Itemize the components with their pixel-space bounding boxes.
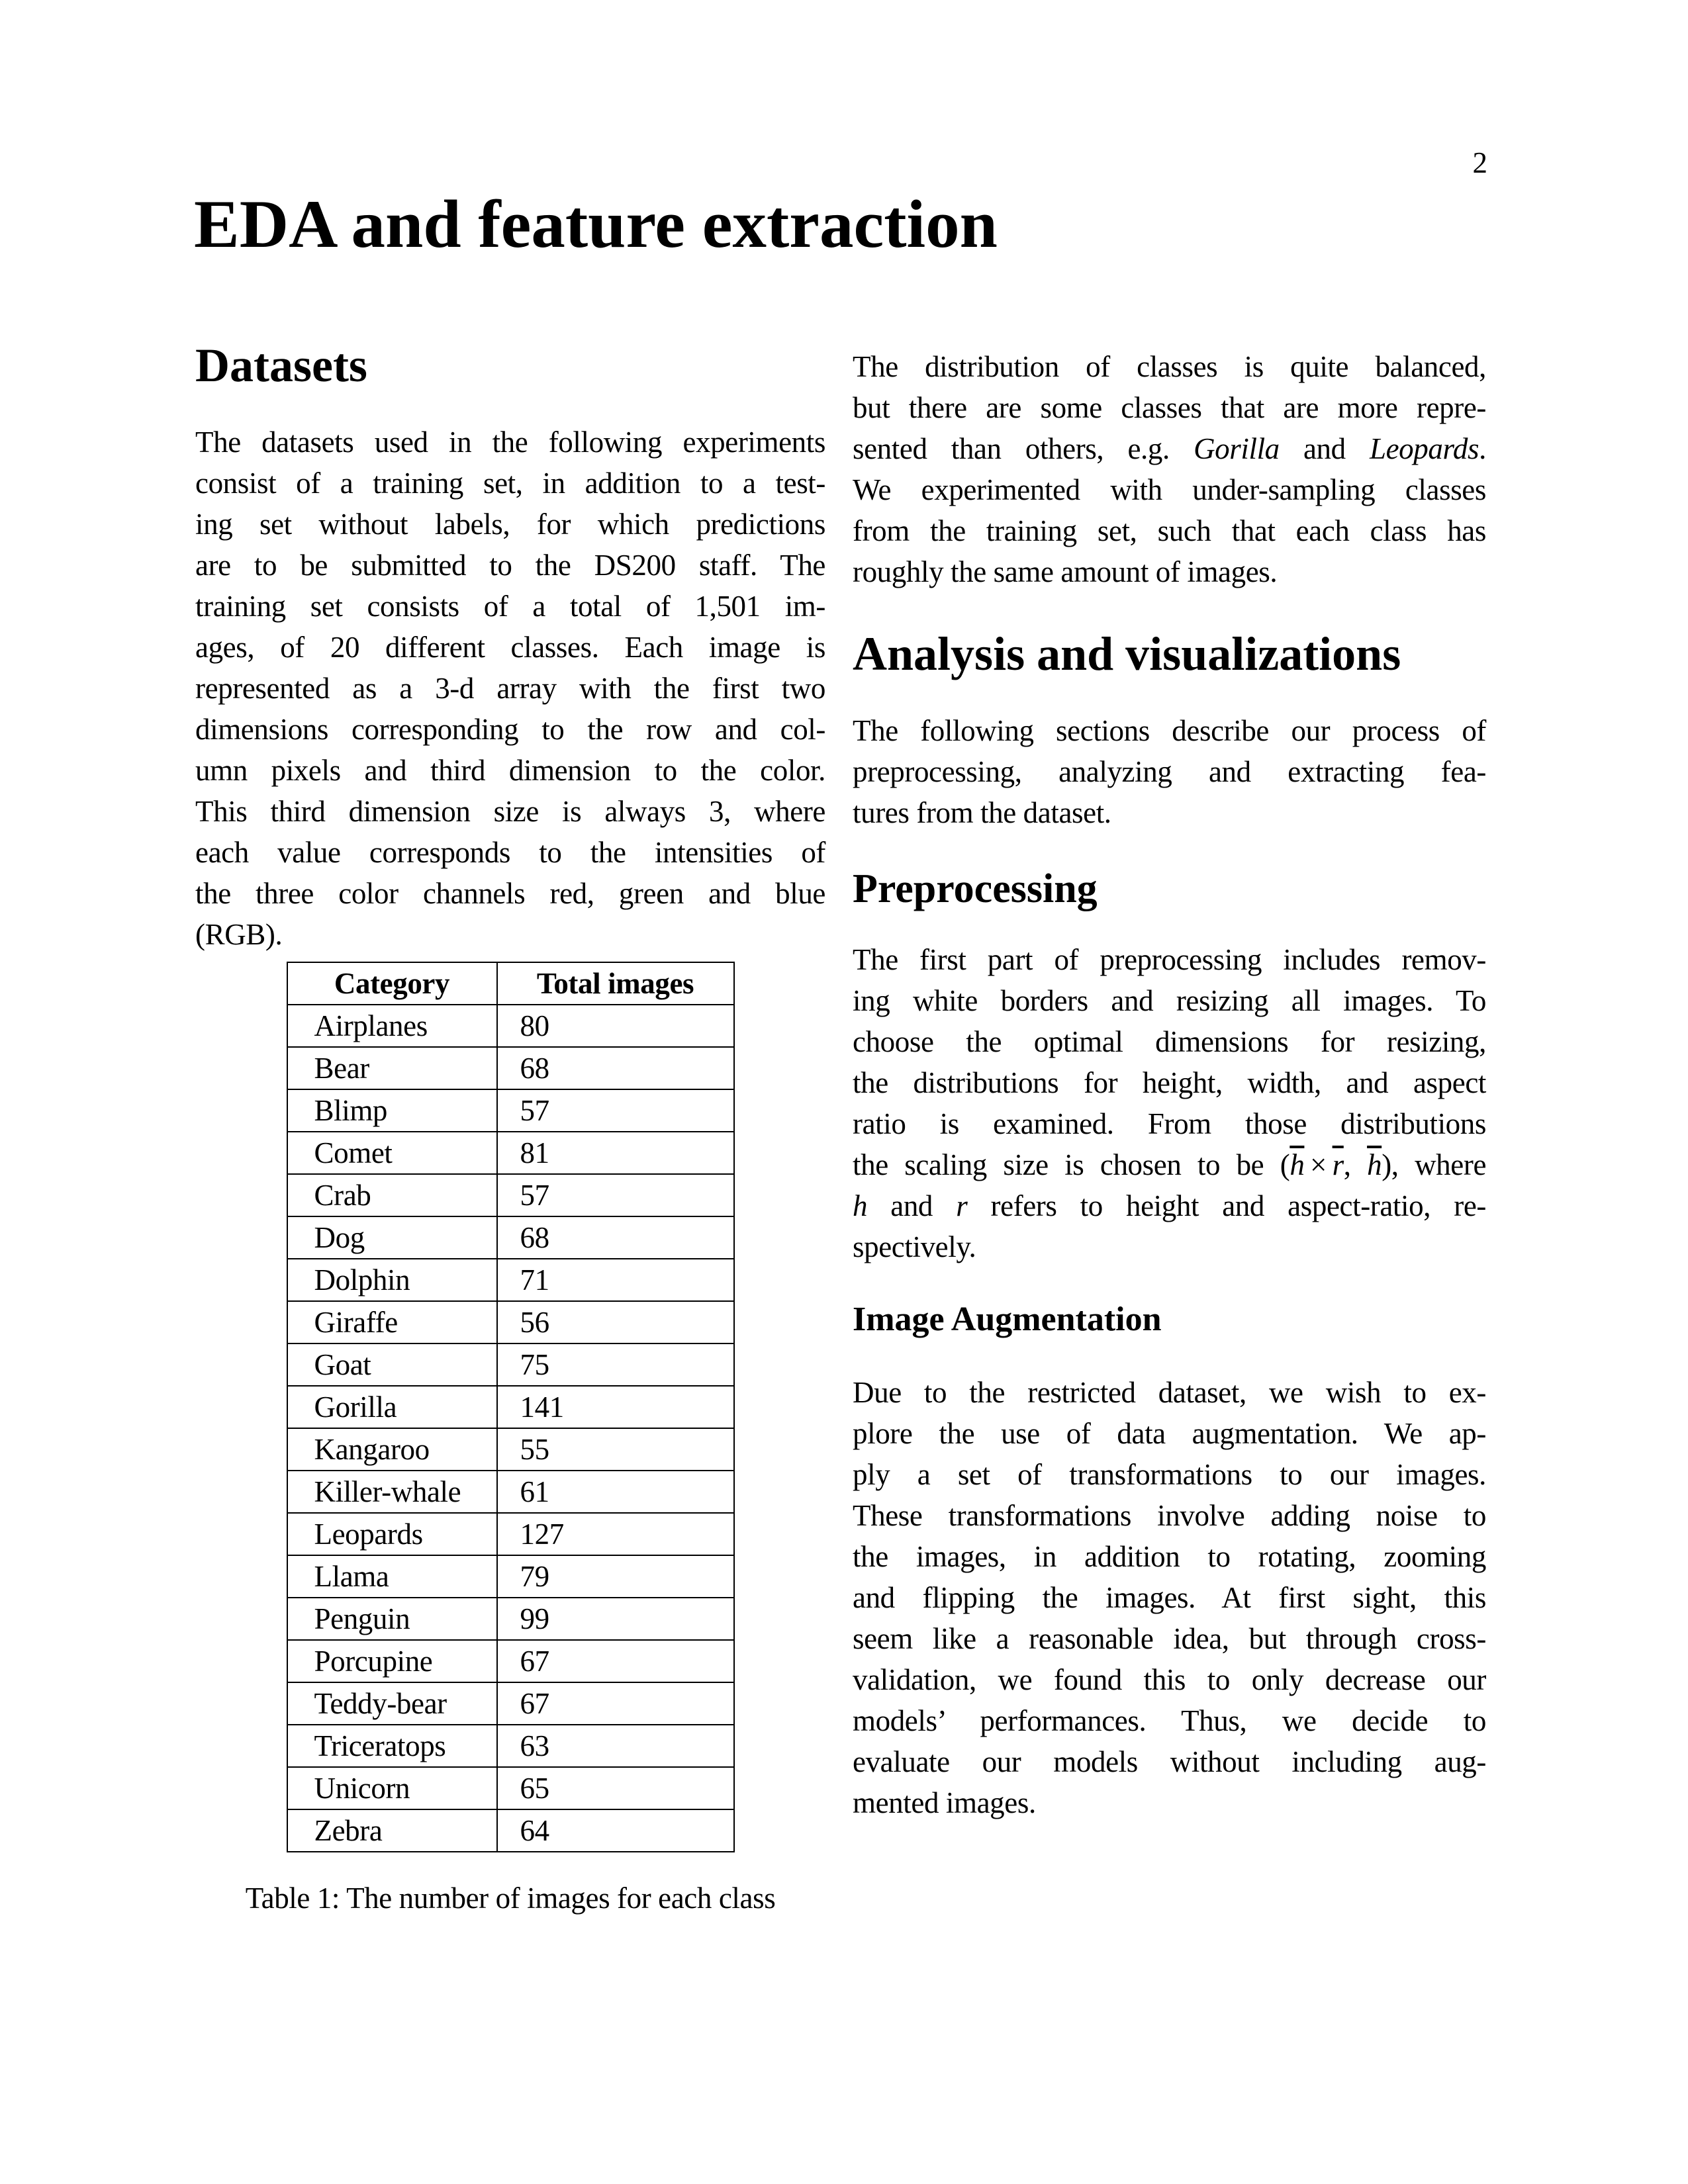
text-line: the distributions for height, width, and aspect [853,1066,1486,1099]
category-cell: Teddy-bear [287,1682,497,1725]
count-cell: 127 [497,1513,734,1555]
count-cell: 75 [497,1343,734,1386]
text-line: dimensions corresponding to the row and col- [195,713,825,746]
analysis-intro-paragraph [853,710,1486,833]
count-cell: 141 [497,1386,734,1428]
count-cell: 99 [497,1598,734,1640]
table-row [287,1216,734,1259]
text-line: consist of a training set, in addition to a test- [195,467,825,500]
page-number: 2 [1472,146,1487,179]
count-cell: 61 [497,1471,734,1513]
category-cell: Bear [287,1047,497,1089]
text-line: tures from the dataset. [853,796,1111,829]
table-row [287,1555,734,1598]
section-heading-datasets: Datasets [195,339,367,392]
table-header-cell: Category [287,962,497,1005]
text-line: seem like a reasonable idea, but through cross- [853,1622,1486,1655]
category-cell: Leopards [287,1513,497,1555]
text-line: validation, we found this to only decrease our [853,1663,1486,1696]
category-cell: Dolphin [287,1259,497,1301]
category-cell: Llama [287,1555,497,1598]
count-cell: 56 [497,1301,734,1343]
table-row [287,1640,734,1682]
category-cell: Airplanes [287,1005,497,1047]
count-cell: 67 [497,1640,734,1682]
text-line: umn pixels and third dimension to the color. [195,754,825,787]
category-cell: Comet [287,1132,497,1174]
text-line: models’ performances. Thus, we decide to [853,1704,1486,1737]
text-line: represented as a 3-d array with the first two [195,672,825,705]
table-row [287,1132,734,1174]
paper-title: EDA and feature extraction [194,187,998,262]
count-cell: 55 [497,1428,734,1471]
text-line: training set consists of a total of 1,501 im- [195,590,825,623]
text-line: spectively. [853,1230,976,1263]
datasets-paragraph [195,422,825,955]
count-cell: 68 [497,1216,734,1259]
text-line: h and r refers to height and aspect-ratio, re- [853,1189,1486,1222]
count-cell: 64 [497,1809,734,1852]
count-cell: 81 [497,1132,734,1174]
text-line: choose the optimal dimensions for resizing, [853,1025,1486,1058]
count-cell: 65 [497,1767,734,1809]
category-cell: Blimp [287,1089,497,1132]
section-heading-analysis: Analysis and visualizations [853,627,1401,680]
text-line: The distribution of classes is quite balanced, [853,350,1486,383]
count-cell: 71 [497,1259,734,1301]
category-cell: Gorilla [287,1386,497,1428]
table-header-cell: Total images [497,962,734,1005]
text-line: each value corresponds to the intensities of [195,836,825,869]
text-line: preprocessing, analyzing and extracting fea- [853,755,1486,788]
table-row [287,1513,734,1555]
class-counts-table [287,962,735,1852]
table-row [287,1471,734,1513]
table-row [287,1598,734,1640]
text-line: This third dimension size is always 3, where [195,795,825,828]
table-row [287,1725,734,1767]
text-line: ply a set of transformations to our images. [853,1458,1486,1491]
text-line: We experimented with under-sampling classes [853,473,1486,506]
text-line: ages, of 20 different classes. Each image is [195,631,825,664]
text-line: the scaling size is chosen to be ($\overline{h} \times \overline{r}$, $\overline{h}$), where [853,1148,1487,1181]
text-line: ing white borders and resizing all images. To [853,984,1486,1017]
text-line: are to be submitted to the DS200 staff. The [195,549,825,582]
category-cell: Porcupine [287,1640,497,1682]
text-line: plore the use of data augmentation. We ap- [853,1417,1486,1450]
text-line: ratio is examined. From those distributions [853,1107,1486,1140]
table-row [287,1343,734,1386]
table-row [287,1428,734,1471]
table-row [287,1767,734,1809]
table-row [287,1047,734,1089]
text-line: the images, in addition to rotating, zooming [853,1540,1486,1573]
text-line: (RGB). [195,918,283,951]
text-line: ing set without labels, for which predictions [195,508,825,541]
count-cell: 63 [497,1725,734,1767]
table-row [287,1089,734,1132]
count-cell: 80 [497,1005,734,1047]
category-cell: Penguin [287,1598,497,1640]
text-line: The first part of preprocessing includes remov- [853,943,1486,976]
count-cell: 57 [497,1174,734,1216]
category-cell: Killer-whale [287,1471,497,1513]
distribution-paragraph [853,341,1486,592]
right-column [853,341,1486,1823]
augmentation-paragraph [853,1372,1486,1823]
table-caption: Table 1: The number of images for each class [245,1882,776,1915]
text-line: The following sections describe our process of [853,714,1486,747]
category-cell: Kangaroo [287,1428,497,1471]
table-row [287,1174,734,1216]
count-cell: 68 [497,1047,734,1089]
text-line: These transformations involve adding noise to [853,1499,1486,1532]
count-cell: 57 [497,1089,734,1132]
category-cell: Giraffe [287,1301,497,1343]
count-cell: 67 [497,1682,734,1725]
category-cell: Zebra [287,1809,497,1852]
text-line: Due to the restricted dataset, we wish to ex- [853,1376,1486,1409]
text-line: but there are some classes that are more repre- [853,391,1486,424]
text-line: and flipping the images. At first sight, this [853,1581,1486,1614]
table-row [287,1386,734,1428]
count-cell: 79 [497,1555,734,1598]
text-line: roughly the same amount of images. [853,555,1278,588]
subsubsection-heading-image-augmentation: Image Augmentation [853,1300,1162,1338]
text-line: sented than others, e.g. Gorilla and Leopards. [853,432,1486,465]
preprocessing-paragraph [853,939,1486,1267]
table-header-row [287,962,734,1005]
category-cell: Unicorn [287,1767,497,1809]
category-cell: Triceratops [287,1725,497,1767]
text-line: The datasets used in the following experiments [195,426,825,459]
left-column [195,341,825,1919]
category-cell: Crab [287,1174,497,1216]
table-wrapper [195,962,825,1852]
text-line: from the training set, such that each class has [853,514,1486,547]
category-cell: Goat [287,1343,497,1386]
text-line: evaluate our models without including aug- [853,1745,1486,1778]
text-line: mented images. [853,1786,1036,1819]
category-cell: Dog [287,1216,497,1259]
table-row [287,1682,734,1725]
table-row [287,1301,734,1343]
table-row [287,1809,734,1852]
text-line: the three color channels red, green and blue [195,877,825,910]
table-row [287,1259,734,1301]
subsection-heading-preprocessing: Preprocessing [853,866,1098,911]
table-row [287,1005,734,1047]
